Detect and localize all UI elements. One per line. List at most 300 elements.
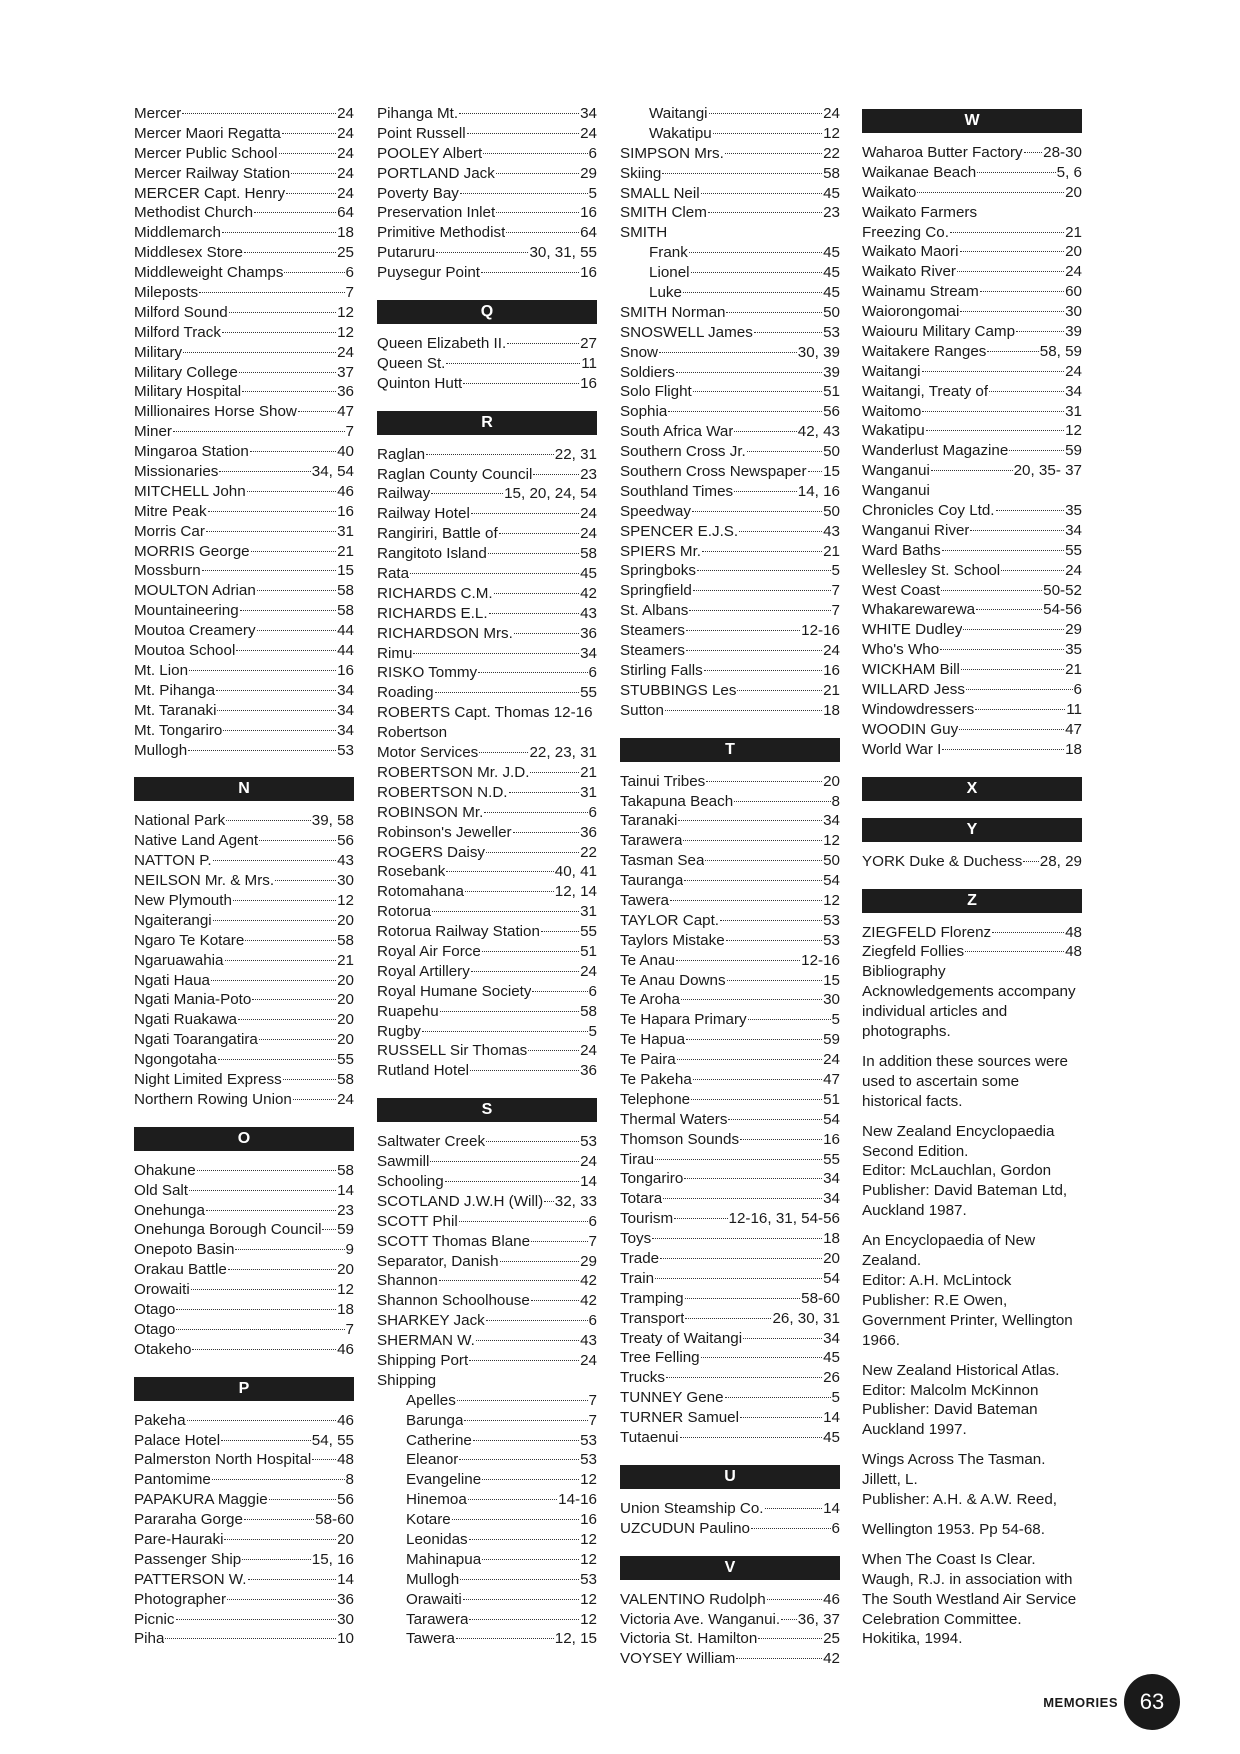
index-pages: 22, 23, 31 (529, 744, 597, 762)
dot-leader (467, 133, 579, 134)
index-pages: 11 (581, 354, 597, 372)
dot-leader (173, 431, 345, 432)
index-term: Ruapehu (377, 1002, 439, 1020)
bibliography-line: Second Edition. (862, 1142, 969, 1160)
dot-leader (674, 1218, 727, 1219)
dot-leader (459, 113, 579, 114)
index-pages: 36 (337, 383, 354, 401)
dot-leader (422, 1031, 588, 1032)
dot-leader (459, 1459, 579, 1460)
index-entry (620, 891, 840, 911)
index-pages: 39, 58 (311, 812, 354, 830)
dot-leader (960, 251, 1065, 252)
index-pages: 64 (337, 204, 354, 222)
bibliography-line: Publisher: R.E Owen, Government Printer, Wellington 1966. (862, 1291, 1073, 1349)
index-entry (377, 104, 597, 124)
dot-leader (533, 474, 579, 475)
index-pages: 12 (337, 891, 354, 909)
index-term: Mullogh (134, 741, 188, 759)
index-entry (620, 951, 840, 971)
index-pages: 18 (337, 1300, 354, 1318)
dot-leader (199, 292, 344, 293)
dot-leader (176, 1329, 344, 1330)
dot-leader (701, 193, 822, 194)
index-entry (134, 1070, 354, 1090)
index-term: Te Hapara Primary (620, 1011, 747, 1029)
index-term: Te Paira (620, 1051, 676, 1069)
index-entry (134, 1610, 354, 1630)
index-term: Te Hapua (620, 1031, 686, 1049)
dot-leader (269, 1499, 336, 1500)
index-term: Waiorongomai (862, 303, 960, 321)
index-pages: 5 (831, 562, 840, 580)
index-term: Otago (134, 1320, 176, 1338)
index-term: National Park (134, 812, 226, 830)
index-pages: 56 (337, 1491, 354, 1509)
index-entry (862, 223, 1082, 243)
index-term: Rimu (377, 644, 413, 662)
index-entry (620, 382, 840, 402)
index-entry (134, 601, 354, 621)
index-pages: 8 (831, 792, 840, 810)
dot-leader (758, 1638, 822, 1639)
dot-leader (678, 820, 822, 821)
index-entry (134, 1181, 354, 1201)
index-column-3 (620, 104, 840, 1669)
index-entry (377, 823, 597, 843)
section-header-s: S (377, 1098, 597, 1122)
index-entry (862, 461, 1082, 481)
index-term: Ngongotaha (134, 1051, 217, 1069)
index-pages: 42 (580, 584, 597, 602)
index-entry (134, 243, 354, 263)
index-entry (134, 891, 354, 911)
dot-leader (976, 609, 1042, 610)
index-term: Robertson (377, 724, 448, 742)
index-term: Raglan County Council (377, 465, 533, 483)
index-pages: 15 (337, 562, 354, 580)
index-term: St. Albans (620, 602, 689, 620)
index-pages: 34 (1065, 382, 1082, 400)
dot-leader (219, 471, 310, 472)
index-pages: 20 (337, 971, 354, 989)
dot-leader (686, 630, 800, 631)
index-pages: 20 (1065, 243, 1082, 261)
index-term: Otago (134, 1300, 176, 1318)
dot-leader (482, 1559, 579, 1560)
index-pages: 29 (580, 164, 597, 182)
index-pages: 55 (580, 684, 597, 702)
index-term: Windowdressers (862, 700, 975, 718)
index-entry (862, 620, 1082, 640)
index-term: Hinemoa (406, 1491, 467, 1509)
index-entry (620, 1610, 840, 1630)
index-pages: 12 (1065, 422, 1082, 440)
dot-leader (743, 1338, 822, 1339)
index-term: Palace Hotel (134, 1431, 221, 1449)
index-entry (377, 683, 597, 703)
dot-leader (950, 232, 1064, 233)
dot-leader (676, 372, 822, 373)
index-entry (134, 263, 354, 283)
index-term: Ngaro Te Kotare (134, 931, 245, 949)
index-pages: 58 (337, 1070, 354, 1088)
index-term: Primitive Methodist (377, 224, 506, 242)
dot-leader (514, 633, 579, 634)
dot-leader (683, 292, 822, 293)
index-entry (377, 1351, 597, 1371)
index-entry (134, 522, 354, 542)
index-term: Wellesley St. School (862, 561, 1001, 579)
index-term: Waitakere Ranges (862, 342, 987, 360)
dot-leader (286, 193, 336, 194)
index-pages: 12 (823, 891, 840, 909)
dot-leader (259, 1039, 336, 1040)
index-pages: 6 (588, 144, 597, 162)
index-pages: 14-16 (558, 1491, 597, 1509)
dot-leader (189, 1190, 336, 1191)
index-term: Saltwater Creek (377, 1133, 486, 1151)
index-pages: 6 (588, 1312, 597, 1330)
index-entry (862, 740, 1082, 760)
dot-leader (452, 1519, 579, 1520)
index-term: TUNNEY Gene (620, 1389, 724, 1407)
dot-leader (257, 590, 336, 591)
index-pages: 16 (580, 1511, 597, 1529)
index-term: Frank (649, 244, 688, 262)
index-pages: 50 (823, 443, 840, 461)
index-pages: 40, 41 (554, 863, 597, 881)
index-term: Springboks (620, 562, 696, 580)
dot-leader (446, 871, 553, 872)
dot-leader (496, 212, 579, 213)
index-term: Puysegur Point (377, 264, 480, 282)
dot-leader (734, 801, 830, 802)
bibliography-source (862, 1550, 1082, 1650)
index-pages: 50 (823, 852, 840, 870)
bibliography-source (862, 1122, 1082, 1222)
dot-leader (665, 710, 822, 711)
dot-leader (312, 1459, 336, 1460)
index-entry (620, 911, 840, 931)
dot-leader (996, 510, 1065, 511)
index-term: Point Russell (377, 124, 466, 142)
index-term: Night Limited Express (134, 1070, 282, 1088)
index-term: Raglan (377, 445, 426, 463)
page-footer (1043, 1674, 1180, 1730)
index-term: Passenger Ship (134, 1550, 242, 1568)
index-term: Tawera (620, 891, 669, 909)
index-entry (134, 811, 354, 831)
dot-leader (213, 920, 336, 921)
index-entry (620, 1289, 840, 1309)
index-entry (620, 661, 840, 681)
index-entry (377, 703, 597, 723)
index-term: ROBINSON Mr. (377, 803, 484, 821)
index-term: Stirling Falls (620, 661, 703, 679)
index-entry (620, 601, 840, 621)
dot-leader (176, 1309, 336, 1310)
index-entry (377, 465, 597, 485)
index-term: Palmerston North Hospital (134, 1451, 312, 1469)
index-pages: 44 (337, 642, 354, 660)
index-entry (134, 402, 354, 422)
index-entry (862, 923, 1082, 943)
index-pages: 14 (823, 1499, 840, 1517)
index-entry (377, 783, 597, 803)
index-term: SCOTT Thomas Blane (377, 1232, 531, 1250)
dot-leader (1024, 152, 1042, 153)
index-entry (134, 502, 354, 522)
index-pages: 43 (823, 522, 840, 540)
index-pages: 34, 54 (311, 463, 354, 481)
index-entry (134, 124, 354, 144)
index-pages: 20 (823, 772, 840, 790)
index-entry (134, 1470, 354, 1490)
index-term: STUBBINGS Les (620, 681, 737, 699)
index-entry (377, 982, 597, 1002)
index-term: World War I (862, 740, 942, 758)
index-entry (134, 1570, 354, 1590)
index-entry (620, 223, 840, 243)
index-pages: 18 (823, 1230, 840, 1248)
dot-leader (463, 383, 579, 384)
index-pages: 12, 14 (554, 883, 597, 901)
index-pages: 18 (1065, 740, 1082, 758)
dot-leader (740, 1139, 822, 1140)
index-entry (620, 283, 840, 303)
dot-leader (464, 1420, 587, 1421)
index-entry (620, 871, 840, 891)
index-entry (620, 203, 840, 223)
index-pages: 46 (823, 1590, 840, 1608)
index-term: Speedway (620, 502, 691, 520)
dot-leader (960, 311, 1064, 312)
index-entry (620, 363, 840, 383)
dot-leader (322, 1229, 336, 1230)
index-term: MOULTON Adrian (134, 582, 256, 600)
index-term: Orowaiti (134, 1281, 190, 1299)
index-term: Shannon Schoolhouse (377, 1292, 530, 1310)
index-term: Springfield (620, 582, 692, 600)
index-pages: 45 (823, 184, 840, 202)
index-entry (377, 1192, 597, 1212)
dot-leader (486, 1141, 579, 1142)
index-pages: 34 (823, 812, 840, 830)
dot-leader (471, 513, 579, 514)
dot-leader (224, 1539, 336, 1540)
index-entry (134, 1550, 354, 1570)
dot-leader (240, 610, 336, 611)
index-entry (620, 1070, 840, 1090)
dot-leader (509, 792, 580, 793)
dot-leader (922, 411, 1064, 412)
dot-leader (751, 1528, 831, 1529)
index-entry (620, 1150, 840, 1170)
index-term: MITCHELL John (134, 482, 246, 500)
dot-leader (980, 291, 1064, 292)
index-entry (620, 263, 840, 283)
dot-leader (961, 669, 1064, 670)
index-term: Piha (134, 1630, 165, 1648)
index-pages: 5, 6 (1056, 163, 1082, 181)
dot-leader (440, 1011, 579, 1012)
index-term: Wanderlust Magazine (862, 442, 1009, 460)
index-pages: 14 (337, 1181, 354, 1199)
index-entry (620, 1428, 840, 1448)
index-entry (134, 1240, 354, 1260)
index-term: SCOTT Phil (377, 1212, 458, 1230)
bibliography-intro: In addition these sources were used to ascertain some historical facts. (862, 1052, 1068, 1110)
index-entry (377, 334, 597, 354)
index-term: Shipping Port (377, 1351, 469, 1369)
index-pages: 20 (1065, 183, 1082, 201)
dot-leader (482, 951, 579, 952)
index-term: Orawaiti (406, 1590, 462, 1608)
dot-leader (765, 1508, 823, 1509)
index-entry (620, 971, 840, 991)
index-pages: 14 (823, 1409, 840, 1427)
index-pages: 24 (580, 124, 597, 142)
index-pages: 7 (345, 284, 354, 302)
dot-leader (226, 820, 311, 821)
index-term: WICKHAM Bill (862, 661, 960, 679)
dot-leader (227, 1599, 336, 1600)
index-term: Rangiriri, Battle of (377, 525, 498, 543)
dot-leader (496, 173, 579, 174)
index-entry (620, 1010, 840, 1030)
index-term: Quinton Hutt (377, 374, 463, 392)
index-pages: 53 (580, 1451, 597, 1469)
index-pages: 7 (345, 423, 354, 441)
index-entry (134, 442, 354, 462)
index-term: Thomson Sounds (620, 1130, 740, 1148)
bibliography-line: Editor: A.H. McLintock (862, 1271, 1012, 1289)
dot-leader (469, 1619, 579, 1620)
dot-leader (720, 920, 822, 921)
index-term: NEILSON Mr. & Mrs. (134, 872, 275, 890)
index-pages: 7 (831, 582, 840, 600)
index-term: Treaty of Waitangi (620, 1329, 743, 1347)
index-pages: 21 (1065, 661, 1082, 679)
index-term: Ohakune (134, 1161, 196, 1179)
index-term: SPENCER E.J.S. (620, 522, 739, 540)
index-term: Wanganui River (862, 521, 970, 539)
dot-leader (247, 491, 336, 492)
bibliography-line: An Encyclopaedia of New Zealand. (862, 1232, 1036, 1270)
index-term: Waikanae Beach (862, 163, 977, 181)
index-term: Military College (134, 363, 238, 381)
index-entry (134, 741, 354, 761)
index-term: Tarawera (620, 832, 683, 850)
dot-leader (544, 1201, 554, 1202)
index-pages: 12 (580, 1550, 597, 1568)
index-term: UZCUDUN Paulino (620, 1519, 750, 1537)
bibliography-line: New Zealand Encyclopaedia (862, 1122, 1055, 1140)
index-term: Transport (620, 1309, 685, 1327)
dot-leader (197, 1170, 336, 1171)
dot-leader (456, 1638, 554, 1639)
index-pages: 34 (337, 721, 354, 739)
dot-leader (740, 1417, 822, 1418)
dot-leader (681, 999, 822, 1000)
index-pages: 24 (337, 1090, 354, 1108)
dot-leader (942, 550, 1064, 551)
index-term: Orakau Battle (134, 1261, 227, 1279)
index-term: RICHARDS C.M. (377, 584, 493, 602)
index-entry (134, 482, 354, 502)
index-term: Eleanor (406, 1451, 459, 1469)
dot-leader (235, 1249, 344, 1250)
index-term: RISKO Tommy (377, 664, 478, 682)
dot-leader (685, 1298, 801, 1299)
dot-leader (206, 531, 336, 532)
index-entry (620, 104, 840, 124)
index-term: Taylors Mistake (620, 931, 725, 949)
dot-leader (684, 880, 822, 881)
dot-leader (747, 451, 822, 452)
index-term: Mingaroa Station (134, 443, 249, 461)
dot-leader (725, 1397, 831, 1398)
dot-leader (242, 391, 336, 392)
dot-leader (808, 471, 823, 472)
index-pages: 7 (588, 1411, 597, 1429)
dot-leader (250, 451, 336, 452)
dot-leader (689, 252, 822, 253)
index-pages: 46 (337, 482, 354, 500)
index-pages: 14 (580, 1172, 597, 1190)
index-entry (134, 661, 354, 681)
index-term: Motor Services (377, 744, 479, 762)
dot-leader (446, 363, 580, 364)
index-term: Toys (620, 1230, 652, 1248)
index-pages: 59 (337, 1221, 354, 1239)
index-entry (134, 1050, 354, 1070)
index-entry (862, 521, 1082, 541)
dot-leader (187, 1420, 337, 1421)
index-term: Mercer (134, 105, 182, 122)
section-header-v: V (620, 1556, 840, 1580)
index-pages: 59 (823, 1031, 840, 1049)
index-pages: 12-16 (801, 622, 840, 640)
index-term: Mileposts (134, 284, 199, 302)
index-pages: 36 (580, 823, 597, 841)
index-pages: 24 (337, 124, 354, 142)
index-term: Tarawera (406, 1610, 469, 1628)
index-entry (620, 681, 840, 701)
index-pages: 34 (823, 1170, 840, 1188)
index-entry (377, 862, 597, 882)
index-term: Queen Elizabeth II. (377, 335, 507, 353)
dot-leader (257, 630, 337, 631)
index-term: Union Steamship Co. (620, 1499, 764, 1517)
index-entry (620, 124, 840, 144)
dot-leader (942, 749, 1064, 750)
index-pages: 58-60 (315, 1511, 354, 1529)
index-entry (134, 1450, 354, 1470)
index-pages: 6 (345, 264, 354, 282)
dot-leader (499, 533, 579, 534)
index-entry (620, 1388, 840, 1408)
index-pages: 55 (823, 1150, 840, 1168)
bibliography-line: New Zealand Historical Atlas. (862, 1361, 1060, 1379)
index-entry (620, 164, 840, 184)
dot-leader (668, 411, 822, 412)
index-pages: 24 (1065, 263, 1082, 281)
dot-leader (478, 672, 587, 673)
index-pages: 48 (1065, 923, 1082, 941)
index-pages: 24 (580, 1153, 597, 1171)
